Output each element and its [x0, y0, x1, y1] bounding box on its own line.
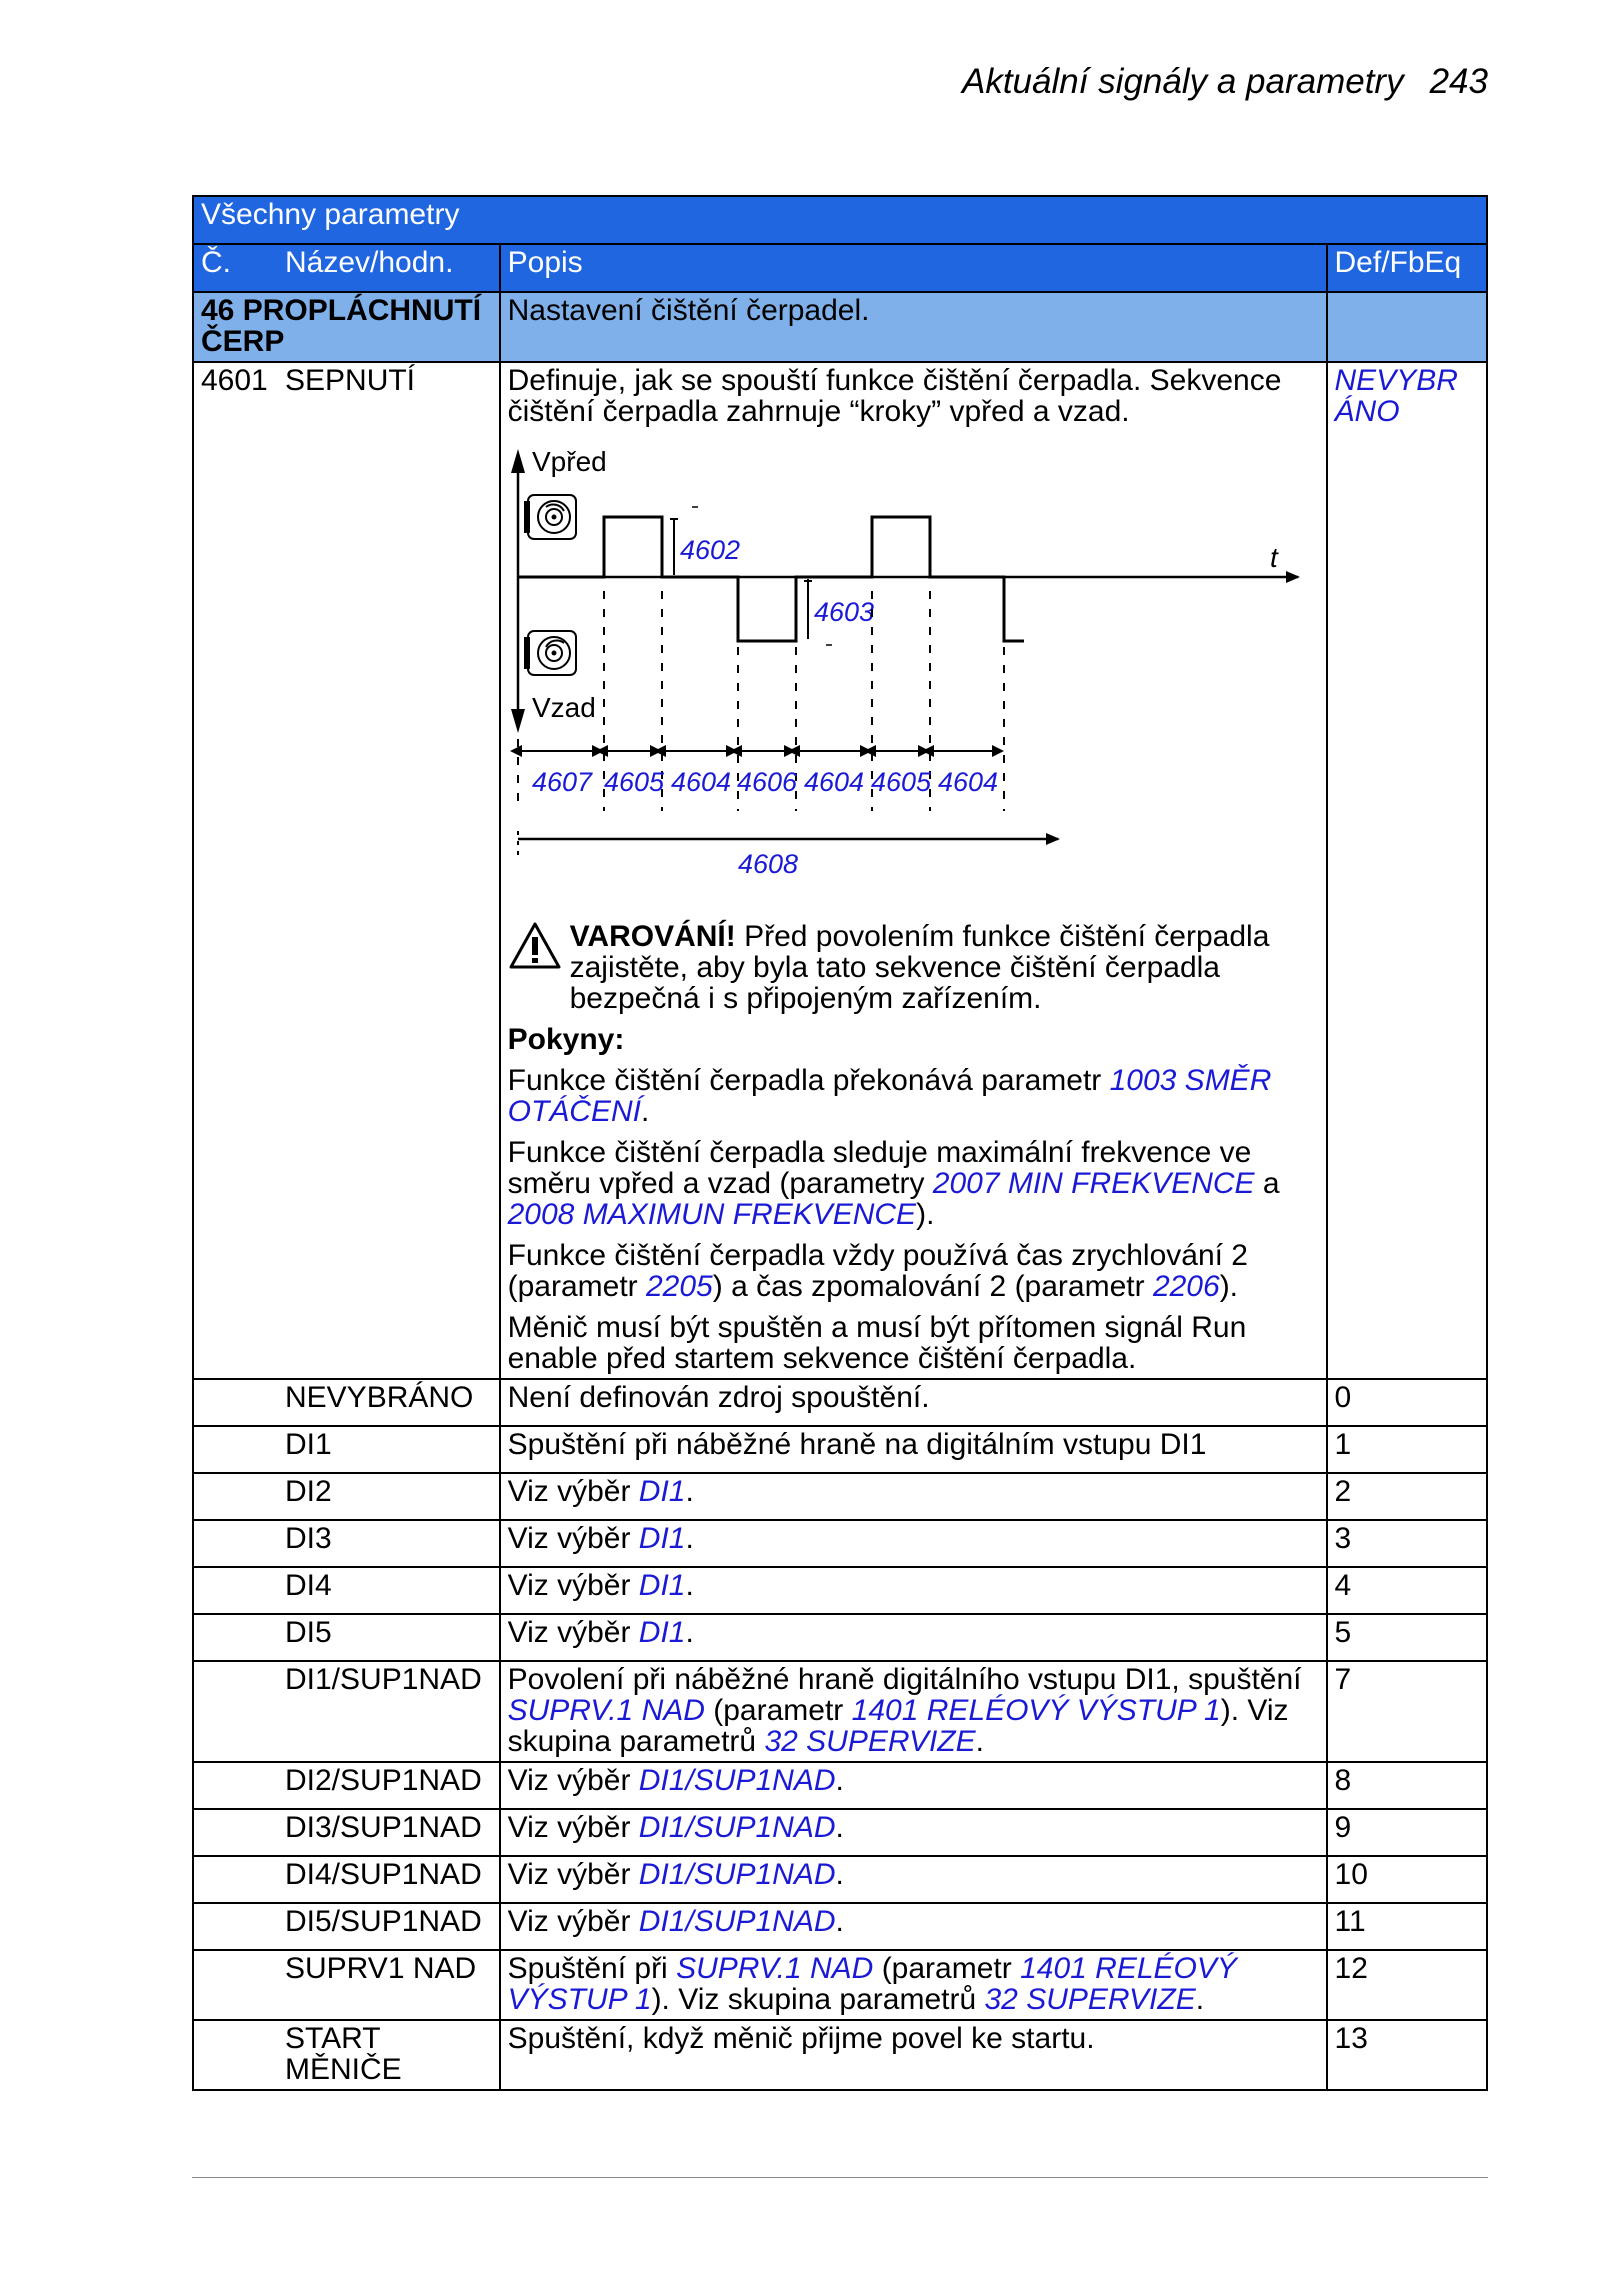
forward-arrow-head [511, 449, 525, 473]
option-desc-tail: . [1195, 1983, 1205, 2016]
option-value: 10 [1327, 1856, 1487, 1903]
option-desc: Spuštění při [507, 1952, 677, 1985]
option-desc-cell [500, 1856, 1327, 1903]
page-header [190, 62, 1488, 102]
option-value: 0 [1327, 1379, 1487, 1426]
option-desc: Spuštění, když měnič přijme povel ke startu. [500, 2020, 1327, 2090]
note-3-text: Funkce čištění čerpadla vždy používá čas zrychlování 2 (parametr [507, 1239, 1248, 1303]
option-desc: Viz výběr [507, 1569, 639, 1602]
header-name: Název/hodn. [285, 246, 454, 279]
option-desc: Viz výběr [507, 1616, 639, 1649]
option-desc-tail: . [685, 1522, 694, 1555]
option-row [193, 1950, 1487, 2020]
group-name: PROPLÁCHNUTÍ ČERP [201, 294, 482, 358]
label-4602: 4602 [679, 535, 740, 565]
option-row [193, 1379, 1487, 1426]
option-name-cell [193, 1614, 500, 1661]
interval-label-4: 4606 [736, 767, 797, 797]
option-value: 11 [1327, 1903, 1487, 1950]
option-row [193, 1903, 1487, 1950]
option-link[interactable]: DI1 [638, 1475, 686, 1508]
option-desc-tail: . [685, 1475, 694, 1508]
option-name: DI2/SUP1NAD [285, 1764, 482, 1797]
note-2 [508, 1137, 1319, 1230]
group-desc: Nastavení čištění čerpadel. [500, 292, 1327, 362]
option-desc-tail: . [685, 1569, 694, 1602]
option-desc-cell [500, 1520, 1327, 1567]
option-name: DI2 [285, 1475, 332, 1508]
option-row [193, 1426, 1487, 1473]
note-1 [508, 1065, 1319, 1127]
option-name-cell [193, 1567, 500, 1614]
option-name-cell [193, 2020, 500, 2090]
option-name-line1: START [285, 2022, 381, 2055]
param-no: 4601 [201, 364, 268, 397]
note-3-tail: ). [1219, 1270, 1239, 1303]
header-no-name [193, 244, 500, 292]
motor-reverse-icon [524, 631, 576, 675]
param-desc: Definuje, jak se spouští funkce čištění čerpadla. Sekvence čištění čerpadla zahrnuje “kroky” vpřed a vzad. [507, 364, 1282, 428]
option-desc-tail: . [835, 1858, 844, 1891]
page-number: 243 [1429, 62, 1488, 101]
warning-icon [508, 921, 570, 1014]
parameter-table [192, 195, 1488, 2091]
interval-label-1: 4607 [531, 767, 592, 797]
option-name: SUPRV1 NAD [285, 1952, 477, 1985]
option-desc: Viz výběr [507, 1764, 639, 1797]
option-name-cell [193, 1379, 500, 1426]
option-desc: Spuštění při náběžné hraně na digitálním vstupu DI1 [500, 1426, 1327, 1473]
header-no: Č. [201, 246, 231, 279]
option-row [193, 1614, 1487, 1661]
option-desc: Viz výběr [507, 1905, 639, 1938]
option-name: DI1/SUP1NAD [285, 1663, 482, 1696]
option-value: 7 [1327, 1661, 1487, 1762]
pump-cleaning-diagram [498, 441, 1318, 921]
link-suprv1-nad[interactable]: SUPRV.1 NAD [507, 1694, 705, 1727]
option-row [193, 1856, 1487, 1903]
option-row [193, 1661, 1487, 1762]
option-desc-mid2: ). Viz skupina parametrů [651, 1983, 985, 2016]
reverse-label: Vzad [531, 692, 596, 723]
option-desc-tail: . [835, 1764, 844, 1797]
link-2205[interactable]: 2205 [646, 1270, 713, 1303]
option-link[interactable]: DI1 [638, 1569, 686, 1602]
option-desc-cell [500, 1473, 1327, 1520]
option-value: 13 [1327, 2020, 1487, 2090]
option-link[interactable]: DI1 [638, 1522, 686, 1555]
default-value[interactable]: NEVYBR [1334, 364, 1458, 397]
note-2-tail: ). [916, 1198, 935, 1231]
option-desc: Není definován zdroj spouštění. [500, 1379, 1327, 1426]
note-3 [508, 1240, 1319, 1302]
band-title: Všechny parametry [193, 196, 1487, 244]
option-link[interactable]: DI1 [638, 1616, 686, 1649]
option-value: 9 [1327, 1809, 1487, 1856]
option-desc-tail: . [685, 1616, 694, 1649]
option-name: DI5/SUP1NAD [285, 1905, 482, 1938]
interval-label-7: 4604 [937, 767, 998, 797]
option-name: DI3 [285, 1522, 332, 1555]
header-def: Def/FbEq [1327, 244, 1487, 292]
option-desc-cell [500, 1809, 1327, 1856]
link-2008[interactable]: 2008 MAXIMUN FREKVENCE [507, 1198, 917, 1231]
option-row [193, 1809, 1487, 1856]
motor-forward-icon [524, 495, 576, 539]
label-4603: 4603 [813, 597, 874, 627]
option-row [193, 1473, 1487, 1520]
option-value: 1 [1327, 1426, 1487, 1473]
warning-title: VAROVÁNÍ! [569, 920, 736, 953]
option-name-cell [193, 1661, 500, 1762]
option-name-cell [193, 1950, 500, 2020]
interval-label-3: 4604 [670, 767, 731, 797]
link-2206[interactable]: 2206 [1152, 1270, 1220, 1303]
cleaning-waveform [518, 517, 1024, 641]
option-link[interactable]: DI1/SUP1NAD [638, 1764, 836, 1797]
footer-rule [192, 2177, 1488, 2178]
option-value: 4 [1327, 1567, 1487, 1614]
group-def [1327, 292, 1487, 362]
link-1003[interactable]: 1003 SMĚR OTÁČENÍ [507, 1064, 1272, 1128]
option-row [193, 1762, 1487, 1809]
interval-label-6: 4605 [870, 767, 931, 797]
default-value-cont[interactable]: ÁNO [1334, 395, 1400, 428]
option-name: DI1 [285, 1428, 332, 1461]
link-2007[interactable]: 2007 MIN FREKVENCE [932, 1167, 1255, 1200]
param-name: SEPNUTÍ [285, 364, 416, 397]
option-name-cell [193, 1762, 500, 1809]
link-32-supervize[interactable]: 32 SUPERVIZE [764, 1725, 976, 1758]
interval-label-2: 4605 [603, 767, 664, 797]
table-header-row [193, 244, 1487, 292]
option-name: DI3/SUP1NAD [285, 1811, 482, 1844]
option-desc-tail: . [835, 1905, 844, 1938]
total-label: 4608 [737, 849, 798, 879]
header-desc: Popis [500, 244, 1327, 292]
note-1-tail: . [640, 1095, 650, 1128]
option-desc-mid: (parametr [704, 1694, 852, 1727]
group-name-cell [193, 292, 500, 362]
option-row [193, 1520, 1487, 1567]
option-desc-cell [500, 1903, 1327, 1950]
note-2-text: Funkce čištění čerpadla sleduje maximální frekvence ve směru vpřed a vzad (parametry [507, 1136, 1252, 1200]
option-value: 2 [1327, 1473, 1487, 1520]
option-desc-mid: (parametr [873, 1952, 1021, 1985]
option-name-cell [193, 1903, 500, 1950]
param-row-4601 [193, 362, 1487, 1379]
param-name-cell [193, 362, 500, 1379]
option-name-cell [193, 1426, 500, 1473]
option-desc-cell [500, 1762, 1327, 1809]
link-1401[interactable]: 1401 RELÉOVÝ VÝSTUP 1 [851, 1694, 1221, 1727]
group-no: 46 [201, 294, 235, 327]
table-band [193, 196, 1487, 244]
option-link[interactable]: DI1/SUP1NAD [638, 1858, 836, 1891]
param-desc-cell [500, 362, 1327, 1379]
note-1-text: Funkce čištění čerpadla překonává parametr [507, 1064, 1110, 1097]
option-link[interactable]: DI1/SUP1NAD [638, 1905, 836, 1938]
note-2-mid: a [1254, 1167, 1280, 1200]
option-link[interactable]: DI1/SUP1NAD [638, 1811, 836, 1844]
header-title: Aktuální signály a parametry [961, 62, 1404, 101]
option-name: DI4/SUP1NAD [285, 1858, 482, 1891]
link-32-supervize[interactable]: 32 SUPERVIZE [984, 1983, 1196, 2016]
warning-text: Před povolením funkce čištění čerpadla zajistěte, aby byla tato sekvence čištění čerpadla bezpečná i s připojeným zařízením. [569, 920, 1270, 1015]
group-row [193, 292, 1487, 362]
option-desc-tail: . [975, 1725, 984, 1758]
option-desc: Viz výběr [507, 1811, 639, 1844]
option-desc: Povolení při náběžné hraně digitálního vstupu DI1, spuštění [507, 1663, 1302, 1696]
option-name-line2: MĚNIČE [285, 2053, 402, 2086]
option-desc-cell [500, 1661, 1327, 1762]
option-name-cell [193, 1856, 500, 1903]
interval-label-5: 4604 [803, 767, 864, 797]
warning-text-wrap [570, 921, 1319, 1014]
option-name: DI5 [285, 1616, 332, 1649]
option-desc: Viz výběr [507, 1522, 639, 1555]
option-row [193, 1567, 1487, 1614]
option-desc-tail: . [835, 1811, 844, 1844]
option-name: DI4 [285, 1569, 332, 1602]
option-row [193, 2020, 1487, 2090]
note-4: Měnič musí být spuštěn a musí být přítomen signál Run enable před startem sekvence čištění čerpadla. [507, 1311, 1247, 1375]
forward-label: Vpřed [531, 446, 607, 477]
option-desc-cell [500, 1614, 1327, 1661]
link-1401[interactable]: 1401 RELÉOVÝ VÝSTUP 1 [507, 1952, 1237, 2016]
option-value: 12 [1327, 1950, 1487, 2020]
option-name: NEVYBRÁNO [285, 1381, 474, 1414]
option-desc-mid2: ). Viz skupina parametrů [507, 1694, 1289, 1758]
option-value: 3 [1327, 1520, 1487, 1567]
option-value: 8 [1327, 1762, 1487, 1809]
option-desc-cell [500, 1950, 1327, 2020]
option-name-cell [193, 1520, 500, 1567]
option-name-cell [193, 1809, 500, 1856]
warning-block [508, 921, 1319, 1014]
param-def-cell [1327, 362, 1487, 1379]
note-3-mid: ) a čas zpomalování 2 (parametr [712, 1270, 1153, 1303]
time-label: t [1269, 542, 1278, 573]
sequence-svg [498, 441, 1318, 921]
option-desc: Viz výběr [507, 1858, 639, 1891]
option-desc-cell [500, 1567, 1327, 1614]
link-suprv1-nad[interactable]: SUPRV.1 NAD [676, 1952, 874, 1985]
option-name [201, 2023, 492, 2085]
option-value: 5 [1327, 1614, 1487, 1661]
option-name-cell [193, 1473, 500, 1520]
notes-title: Pokyny: [507, 1023, 625, 1056]
option-desc: Viz výběr [507, 1475, 639, 1508]
